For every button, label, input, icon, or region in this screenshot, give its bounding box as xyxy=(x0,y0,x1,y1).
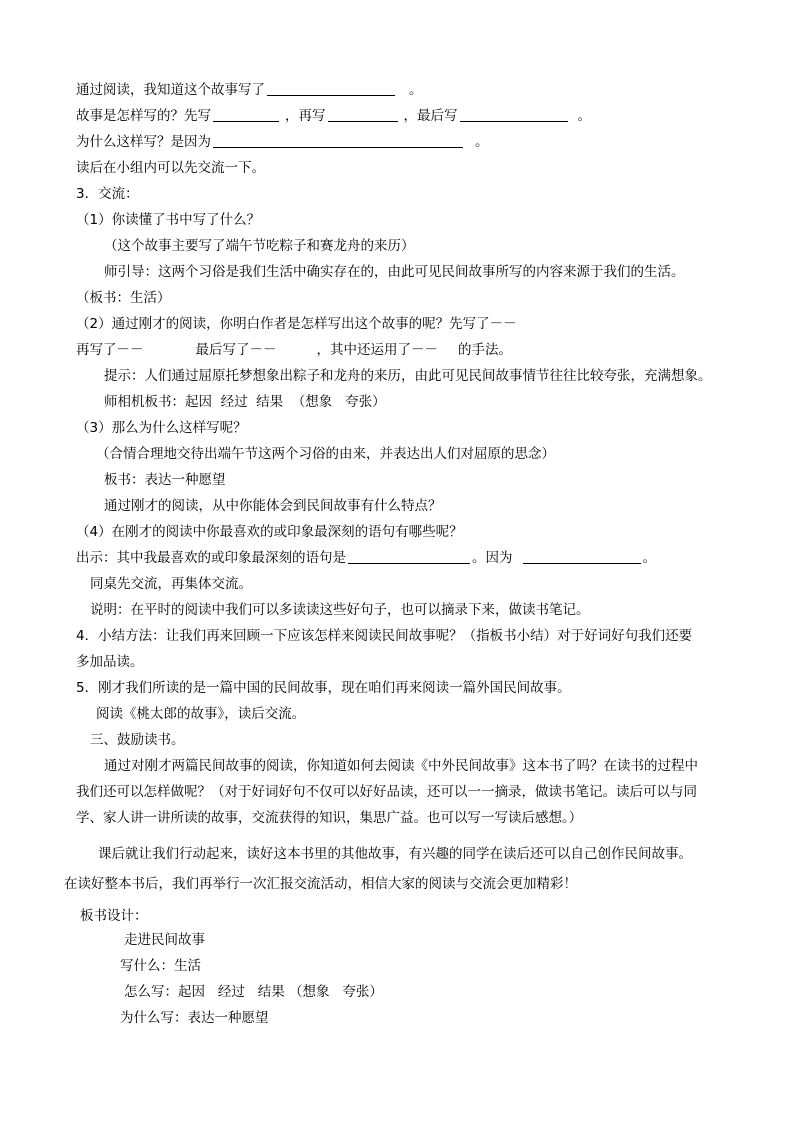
text: ，最后写 xyxy=(403,108,458,124)
why-written-line xyxy=(76,133,489,151)
reading-result-line xyxy=(76,81,423,99)
paragraph: （这个故事主要写了端午节吃粽子和赛龙舟的来历） xyxy=(104,238,415,254)
text: 。 xyxy=(577,108,591,124)
text: 通过阅读，我知道这个故事写了 xyxy=(76,82,265,98)
text: 最后写了－－ xyxy=(195,342,277,358)
paragraph: （合情合理地交待出端午节这两个习俗的由来，并表达出人们对屈原的思念） xyxy=(96,446,555,462)
section-heading: 三、鼓励读书。 xyxy=(90,732,185,748)
text: 出示：其中我最喜欢的或印象最深刻的语句是 xyxy=(76,550,346,566)
paragraph: 提示：人们通过屈原托梦想象出粽子和龙舟的来历，由此可见民间故事情节往往比较夸张，充满想象。 xyxy=(104,368,712,384)
fill-in-line xyxy=(76,549,656,567)
text: 。 xyxy=(475,134,489,150)
board-design-item: 怎么写：起因 经过 结果 （想象 夸张） xyxy=(124,984,383,1000)
board-design-heading: 板书设计： xyxy=(80,908,148,924)
paragraph: 读后在小组内可以先交流一下。 xyxy=(76,160,265,176)
paragraph: 师引导：这两个习俗是我们生活中确实存在的，由此可见民间故事所写的内容来源于我们的生活。 xyxy=(104,264,685,280)
fill-blank[interactable] xyxy=(348,549,470,564)
fill-blank[interactable] xyxy=(267,81,395,96)
question: （2）通过刚才的阅读，你明白作者是怎样写出这个故事的呢？先写了－－ xyxy=(76,316,517,332)
fill-blank[interactable] xyxy=(460,107,568,122)
text: 的手法。 xyxy=(458,342,512,358)
board-design-title: 走进民间故事 xyxy=(124,932,205,948)
paragraph: 阅读《桃太郎的故事》，读后交流。 xyxy=(96,706,306,722)
paragraph xyxy=(76,341,512,359)
section-heading: 5．刚才我们所读的是一篇中国的民间故事，现在咱们再来阅读一篇外国民间故事。 xyxy=(76,680,571,696)
paragraph: 通过刚才的阅读，从中你能体会到民间故事有什么特点？ xyxy=(104,498,442,514)
fill-blank[interactable] xyxy=(328,107,398,122)
board-note: 师相机板书：起因 经过 结果 （想象 夸张） xyxy=(104,394,386,410)
fill-blank[interactable] xyxy=(523,549,641,564)
question: （1）你读懂了书中写了什么？ xyxy=(76,212,261,228)
section-heading: 4．小结方法：让我们再来回顾一下应该怎样来阅读民间故事呢？（指板书小结）对于好词好句我们还要 xyxy=(76,628,693,644)
text: 。因为 xyxy=(472,550,513,566)
text: 。 xyxy=(409,82,423,98)
paragraph: 课后就让我们行动起来，读好这本书里的其他故事，有兴趣的同学在读后还可以自己创作民间故事。 xyxy=(98,846,692,862)
fill-blank[interactable] xyxy=(213,107,279,122)
section-heading: 3．交流： xyxy=(76,186,139,202)
board-design-item: 为什么写：表达一种愿望 xyxy=(120,1010,269,1026)
paragraph: 学、家人讲一讲所读的故事，交流获得的知识，集思广益。也可以写一写读后感想。） xyxy=(76,810,583,826)
paragraph: 我们还可以怎样做呢？（对于好词好句不仅可以好好品读，还可以一一摘录，做读书笔记。读后可以与同 xyxy=(76,784,697,800)
board-note: （板书：生活） xyxy=(76,290,171,306)
text: ，其中还运用了－－ xyxy=(316,342,438,358)
text: 为什么这样写？是因为 xyxy=(76,134,211,150)
paragraph: 通过对刚才两篇民间故事的阅读，你知道如何去阅读《中外民间故事》这本书了吗？在读书的过程中 xyxy=(104,758,698,774)
question: （3）那么为什么这样写呢？ xyxy=(76,420,247,436)
text: 故事是怎样写的？先写 xyxy=(76,108,211,124)
question: （4）在刚才的阅读中你最喜欢的或印象最深刻的语句有哪些呢？ xyxy=(76,524,463,540)
paragraph: 在读好整本书后，我们再举行一次汇报交流活动，相信大家的阅读与交流会更加精彩！ xyxy=(64,876,577,892)
text: ，再写 xyxy=(285,108,326,124)
board-note: 板书：表达一种愿望 xyxy=(104,472,226,488)
paragraph: 多加品读。 xyxy=(76,654,144,670)
paragraph: 同桌先交流，再集体交流。 xyxy=(90,576,252,592)
board-design-item: 写什么：生活 xyxy=(120,958,201,974)
how-written-line xyxy=(76,107,591,125)
fill-blank[interactable] xyxy=(213,133,463,148)
text: 再写了－－ xyxy=(76,342,144,358)
paragraph: 说明：在平时的阅读中我们可以多读读这些好句子，也可以摘录下来，做读书笔记。 xyxy=(90,602,590,618)
text: 。 xyxy=(642,550,656,566)
